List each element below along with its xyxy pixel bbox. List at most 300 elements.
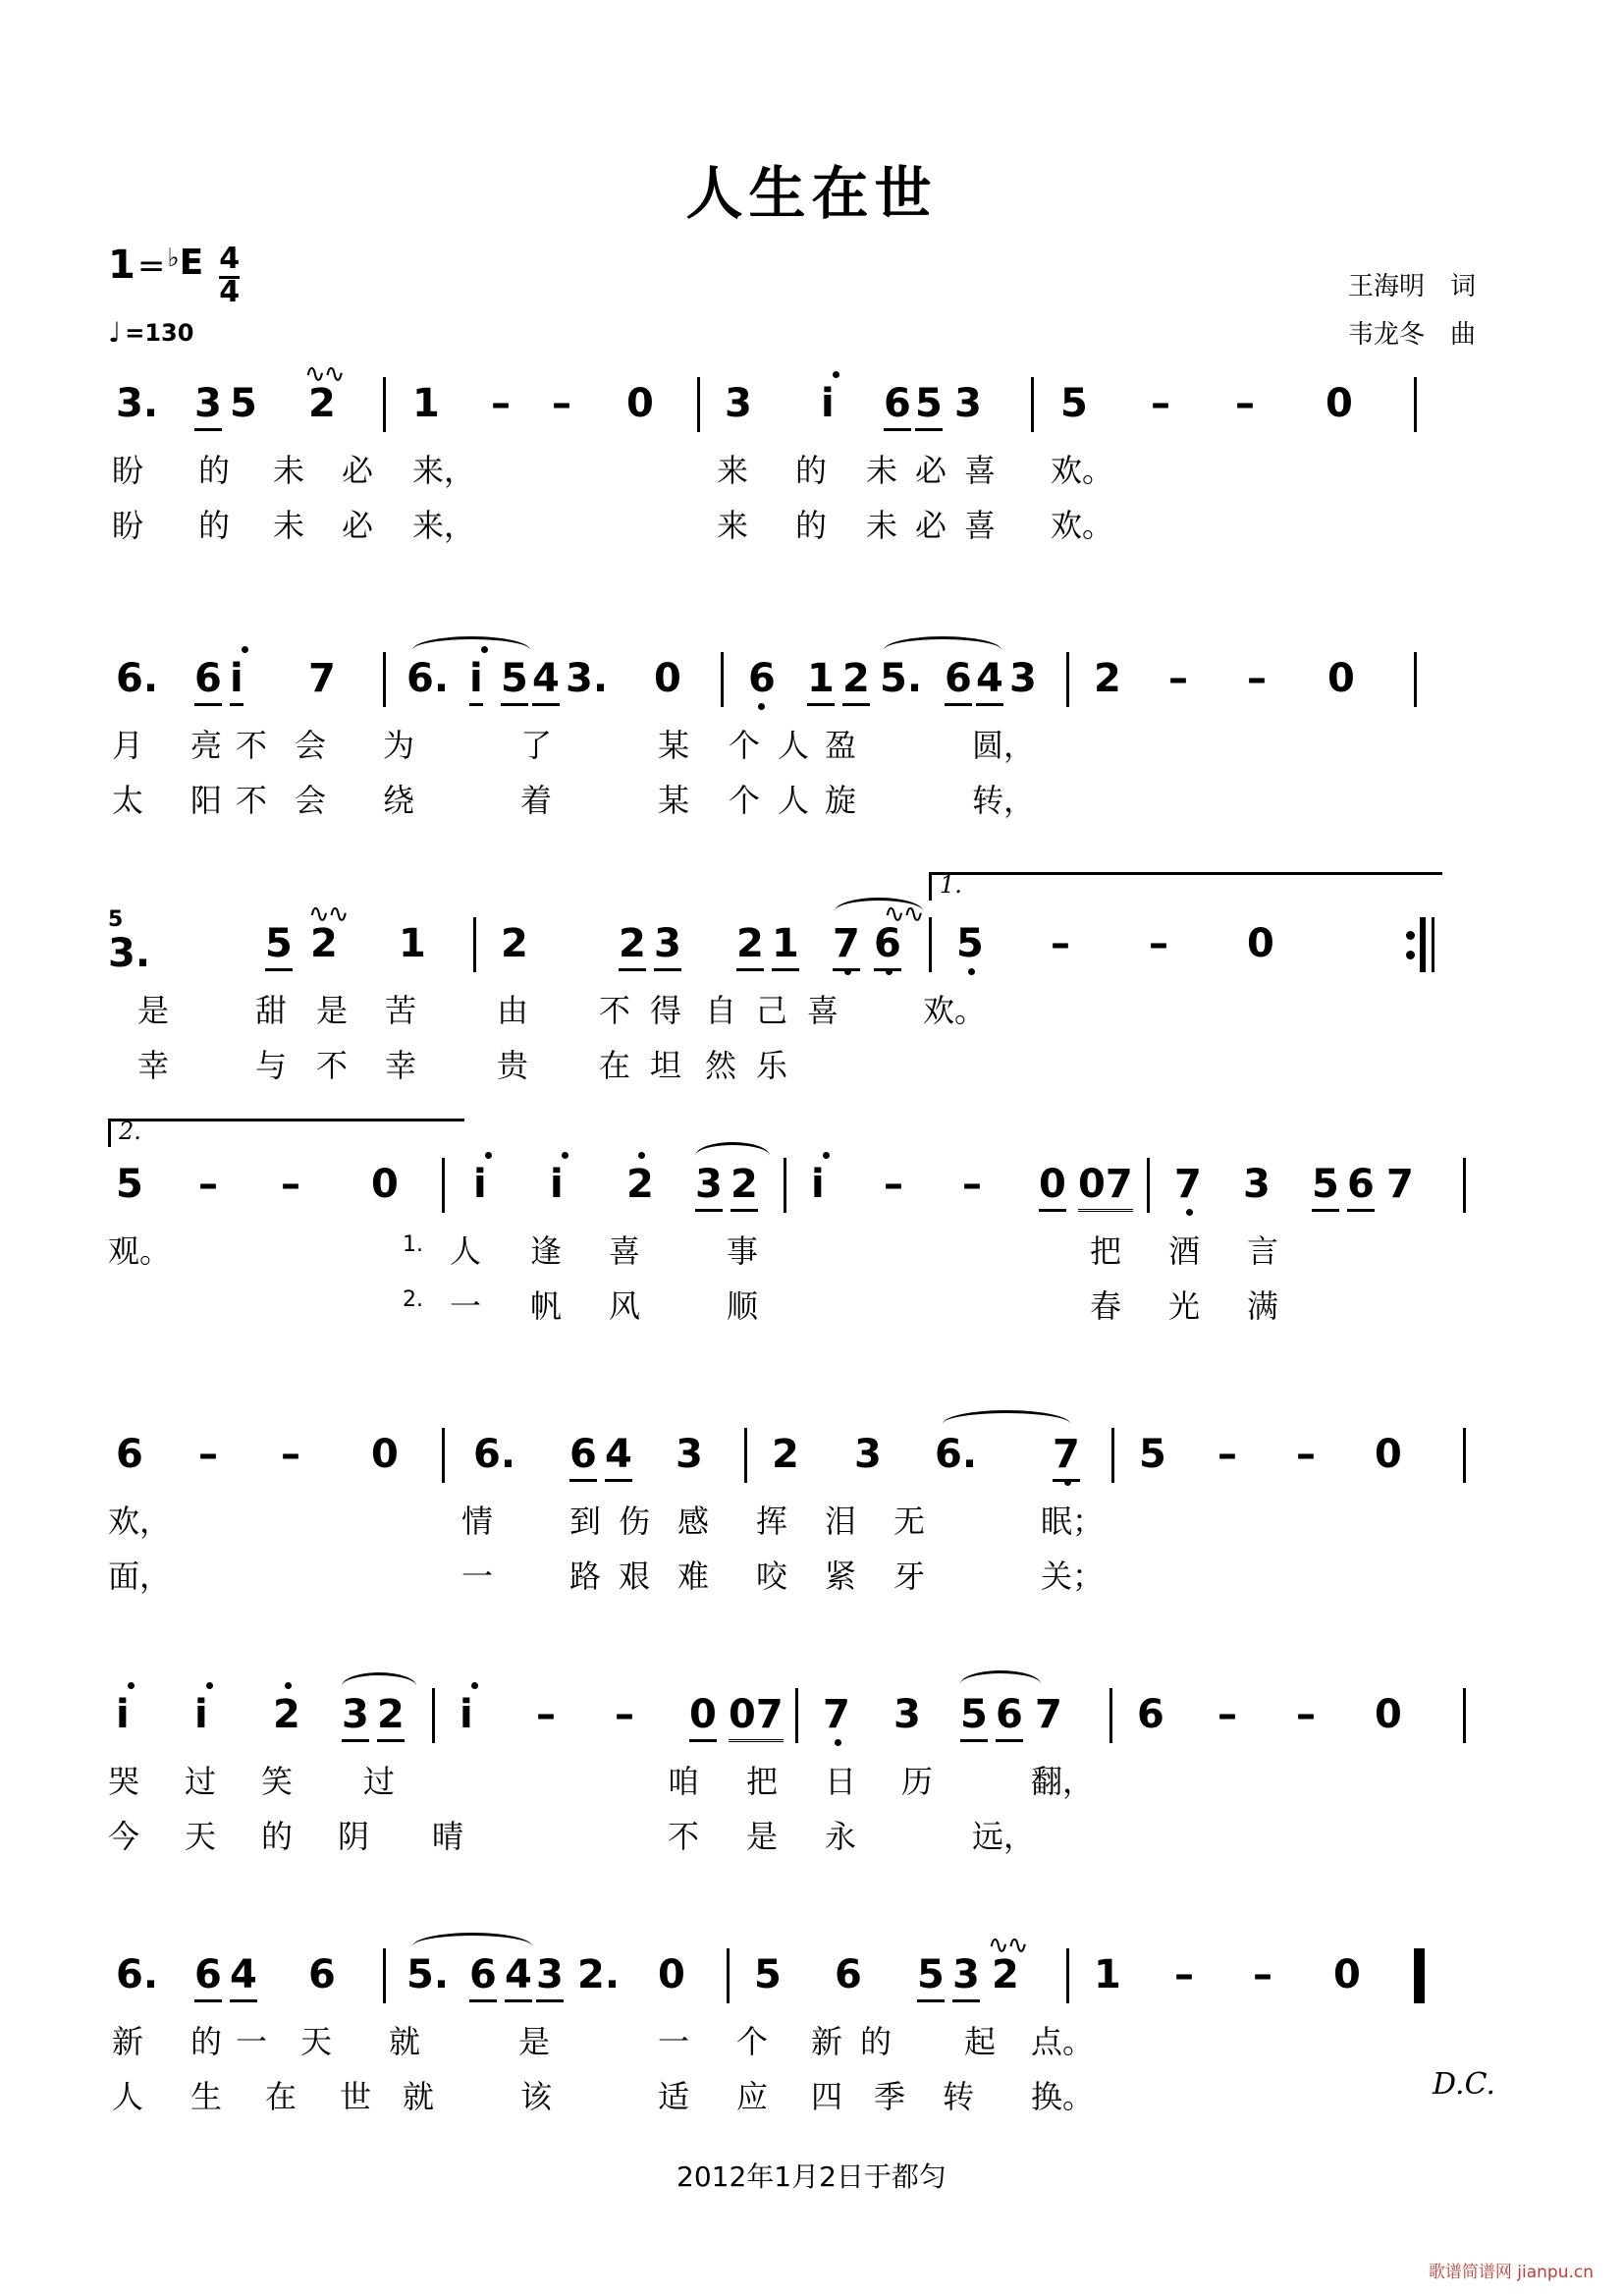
- note: –: [552, 381, 571, 426]
- lyric: 顺: [727, 1287, 759, 1325]
- lyric: 面，: [108, 1558, 172, 1595]
- lyric: 泪: [825, 1503, 857, 1540]
- lyric: 乐: [756, 1047, 788, 1084]
- lyric: 点。: [1031, 2023, 1095, 2060]
- note: 0: [1039, 1162, 1066, 1212]
- note: 6: [116, 1432, 143, 1477]
- note: 4: [230, 1952, 257, 2002]
- lyric: 来: [717, 507, 749, 544]
- octave-dot: [562, 1152, 568, 1159]
- note: 7: [1035, 1692, 1062, 1737]
- lyricist-role: 词: [1449, 272, 1476, 301]
- note: 2: [842, 656, 870, 706]
- barline: [1463, 1688, 1466, 1743]
- note: 1: [412, 381, 440, 426]
- barline: [473, 917, 476, 972]
- system-5: [0, 1424, 1623, 1607]
- note: 2: [626, 1162, 654, 1207]
- lyric: 不: [599, 992, 631, 1029]
- note: 0: [1327, 656, 1355, 701]
- lyric: 转，: [972, 782, 1036, 819]
- trill-icon: ∿∿: [308, 900, 348, 929]
- lyric: 一: [236, 2023, 268, 2060]
- note: 3.: [108, 931, 151, 976]
- lyric: 会: [295, 782, 327, 819]
- lyric: 在: [599, 1047, 631, 1084]
- octave-dot: [285, 1682, 292, 1689]
- note: 5: [915, 381, 943, 431]
- lyric: 喜: [609, 1232, 641, 1270]
- watermark: 歌谱简谱网 jianpu.cn: [1428, 2263, 1594, 2282]
- system-1-lyrics-2: [108, 501, 1515, 556]
- note: –: [198, 1432, 218, 1477]
- system-3: [0, 871, 1623, 1096]
- lyric: 人: [778, 727, 810, 764]
- note: i: [460, 1692, 473, 1737]
- lyric: 就: [403, 2078, 435, 2115]
- lyric: 眠；: [1041, 1503, 1105, 1540]
- time-signature: [219, 242, 241, 309]
- tie-icon: [884, 636, 1001, 655]
- lyric: 新: [811, 2023, 843, 2060]
- note: –: [1296, 1692, 1316, 1737]
- note: i: [550, 1162, 564, 1207]
- octave-dot: [823, 1152, 830, 1159]
- lyric: 是: [746, 1818, 779, 1855]
- lyric: 是: [518, 2023, 551, 2060]
- note: 5: [1060, 381, 1088, 426]
- note: 4: [976, 656, 1003, 706]
- lyric: 未: [273, 452, 305, 489]
- note: 0: [1325, 381, 1353, 426]
- lyric: 就: [389, 2023, 421, 2060]
- lyric: 观。: [108, 1232, 172, 1270]
- lyric: 的: [261, 1818, 294, 1855]
- lyric: 言: [1247, 1232, 1279, 1270]
- segno-label: 5: [108, 907, 124, 932]
- note: –: [1174, 1952, 1194, 1997]
- lyric: 己: [756, 992, 788, 1029]
- lyric: 是: [316, 992, 349, 1029]
- note: 6: [194, 656, 222, 706]
- octave-dot: [1186, 1209, 1193, 1216]
- lyric: 人: [450, 1232, 482, 1270]
- barline: [1463, 1428, 1466, 1483]
- note: –: [884, 1162, 903, 1207]
- lyric: 个: [729, 782, 761, 819]
- flat-icon: ♭: [167, 244, 180, 273]
- lyric: 阴: [338, 1818, 370, 1855]
- lyric: 情: [461, 1503, 494, 1540]
- lyric: 风: [609, 1287, 641, 1325]
- note: –: [1217, 1432, 1237, 1477]
- barline: [744, 1428, 747, 1483]
- note: 5: [265, 921, 293, 971]
- lyric: 换。: [1031, 2078, 1095, 2115]
- date-place: 2012年1月2日于都匀: [676, 2160, 947, 2193]
- system-7-lyrics-1: [108, 2017, 1515, 2072]
- octave-dot: [833, 371, 839, 378]
- note: 6: [308, 1952, 336, 1997]
- lyric: 的: [795, 452, 828, 489]
- lyric: 一: [658, 2023, 690, 2060]
- note: 3: [654, 921, 681, 971]
- barline: [784, 1158, 786, 1213]
- lyric: 必: [915, 507, 947, 544]
- lyric: 日: [825, 1763, 857, 1800]
- tie-icon: [960, 1670, 1041, 1689]
- lyric: 天: [300, 2023, 333, 2060]
- lyric: 盼: [112, 452, 144, 489]
- system-7-lyrics-2: [108, 2072, 1515, 2127]
- octave-dot: [128, 1682, 135, 1689]
- note: 6: [835, 1952, 862, 1997]
- system-6-lyrics-1: [108, 1757, 1515, 1812]
- lyric: 必: [342, 452, 374, 489]
- lyric: 光: [1168, 1287, 1201, 1325]
- lyric: 然: [705, 1047, 737, 1084]
- note: 2: [273, 1692, 300, 1737]
- lyric: 未: [866, 507, 898, 544]
- note: 6: [996, 1692, 1023, 1742]
- octave-dot: [835, 1739, 841, 1746]
- lyric: 永: [825, 1818, 857, 1855]
- note: –: [491, 381, 511, 426]
- note: –: [1247, 656, 1267, 701]
- barline: [1463, 1158, 1466, 1213]
- composer-name: 韦龙冬: [1347, 320, 1425, 351]
- barline: [1414, 377, 1417, 432]
- note: 6: [469, 1952, 497, 2002]
- note: –: [536, 1692, 556, 1737]
- lyric: 酒: [1168, 1232, 1201, 1270]
- note: 6.: [116, 1952, 159, 1997]
- system-6-notes: [108, 1684, 1515, 1757]
- volta-label: 1.: [940, 871, 962, 899]
- system-1: [0, 359, 1623, 556]
- note: 4: [505, 1952, 532, 2002]
- note: 1: [399, 921, 426, 966]
- lyric: 艰: [619, 1558, 651, 1595]
- note: i: [811, 1162, 825, 1207]
- lyric: 欢。: [923, 992, 987, 1029]
- system-7: [0, 1931, 1623, 2127]
- final-barline: [1414, 1948, 1425, 2003]
- lyric: 着: [520, 782, 553, 819]
- lyric: 天: [185, 1818, 217, 1855]
- lyric: 某: [658, 727, 690, 764]
- quarter-note-icon: ♩: [108, 316, 122, 349]
- credits: [1348, 263, 1476, 360]
- verse-number: 1.: [403, 1232, 423, 1257]
- lyric: 的: [198, 452, 231, 489]
- lyric: 必: [342, 507, 374, 544]
- system-5-lyrics-1: [108, 1497, 1515, 1552]
- note: 0: [689, 1692, 717, 1742]
- note: 0: [626, 381, 654, 426]
- system-1-notes: [108, 359, 1515, 446]
- system-4-lyrics-2: [108, 1282, 1515, 1337]
- note: 3.: [566, 656, 609, 701]
- barline: [1414, 652, 1417, 707]
- note: 0: [371, 1432, 399, 1477]
- lyric: 晴: [432, 1818, 464, 1855]
- lyric: 未: [273, 507, 305, 544]
- lyric: 来，: [412, 452, 476, 489]
- note: 5.: [880, 656, 923, 701]
- system-7-notes: [108, 1931, 1515, 2017]
- note: 0: [371, 1162, 399, 1207]
- note: i: [821, 381, 835, 426]
- octave-dot: [471, 1682, 478, 1689]
- key-equals: =: [136, 246, 166, 286]
- lyric: 苦: [385, 992, 417, 1029]
- lyric: 生: [190, 2078, 223, 2115]
- system-3-notes: [108, 871, 1515, 986]
- lyric: 紧: [825, 1558, 857, 1595]
- system-2-lyrics-1: [108, 721, 1515, 776]
- note: 2.: [577, 1952, 621, 1997]
- lyric: 喜: [807, 992, 839, 1029]
- barline: [442, 1428, 445, 1483]
- lyric: 与: [255, 1047, 288, 1084]
- octave-dot: [1064, 1479, 1071, 1486]
- lyric: 到: [569, 1503, 602, 1540]
- lyric: 把: [1090, 1232, 1122, 1270]
- lyric: 坦: [650, 1047, 682, 1084]
- note: i: [116, 1692, 130, 1737]
- volta-label: 2.: [119, 1118, 141, 1145]
- system-2-notes: [108, 648, 1515, 721]
- lyric: 喜: [964, 452, 997, 489]
- lyric: 未: [866, 452, 898, 489]
- volta-bracket-2: [108, 1119, 464, 1147]
- note: 07: [1078, 1162, 1133, 1212]
- segno-icon: [108, 907, 123, 932]
- note: 7: [308, 656, 336, 701]
- system-2: [0, 648, 1623, 831]
- lyric: 关；: [1041, 1558, 1105, 1595]
- lyric: 阳: [190, 782, 223, 819]
- barline: [1066, 652, 1069, 707]
- lyric: 是: [137, 992, 170, 1029]
- barline: [721, 652, 724, 707]
- note: 0: [654, 656, 681, 701]
- lyric: 甜: [255, 992, 288, 1029]
- lyric: 转: [943, 2078, 975, 2115]
- note: 2: [736, 921, 764, 971]
- note: i: [469, 656, 483, 706]
- note: 7: [1053, 1432, 1080, 1482]
- lyric: 历: [901, 1763, 934, 1800]
- lyric: 旋: [825, 782, 857, 819]
- system-4: [0, 1118, 1623, 1337]
- lyric: 亮: [190, 727, 223, 764]
- note: 5: [501, 656, 528, 706]
- lyric: 的: [190, 2023, 223, 2060]
- lyric: 月: [112, 727, 144, 764]
- note: –: [198, 1162, 218, 1207]
- lyric: 会: [295, 727, 327, 764]
- lyric: 该: [520, 2078, 553, 2115]
- verse-number: 2.: [403, 1287, 423, 1312]
- barline: [727, 1948, 730, 2003]
- lyric: 过: [185, 1763, 217, 1800]
- time-signature-bottom: 4: [219, 274, 241, 309]
- octave-dot: [844, 968, 851, 975]
- system-3-lyrics-1: [108, 986, 1515, 1041]
- note: 5: [754, 1952, 782, 1997]
- barline: [795, 1688, 798, 1743]
- note: 6.: [116, 656, 159, 701]
- note: –: [1149, 921, 1168, 966]
- note: 3: [954, 381, 982, 426]
- barline: [383, 652, 386, 707]
- note: 6.: [473, 1432, 516, 1477]
- composer-role: 曲: [1449, 320, 1476, 351]
- tie-icon: [342, 1672, 416, 1691]
- tie-icon: [412, 1933, 532, 1951]
- tie-icon: [943, 1410, 1070, 1429]
- lyric: 牙: [893, 1558, 926, 1595]
- note: 2: [377, 1692, 405, 1742]
- lyric: 春: [1090, 1287, 1122, 1325]
- lyric: 路: [569, 1558, 602, 1595]
- system-3-lyrics-2: [108, 1041, 1515, 1096]
- lyric: 翻，: [1031, 1763, 1095, 1800]
- octave-dot: [886, 968, 893, 975]
- lyric: 不: [236, 727, 268, 764]
- volta-bracket-1: [929, 872, 1442, 901]
- note: 3.: [116, 381, 159, 426]
- note: 7: [1174, 1162, 1202, 1207]
- note: 6.: [406, 656, 450, 701]
- note: 6: [194, 1952, 222, 2002]
- tie-icon: [412, 636, 530, 655]
- trill-icon: ∿∿: [988, 1931, 1027, 1960]
- system-4-notes: [108, 1118, 1515, 1227]
- lyric: 来: [717, 452, 749, 489]
- system-1-lyrics-1: [108, 446, 1515, 501]
- note: –: [1168, 656, 1188, 701]
- note: 3: [695, 1162, 723, 1212]
- note: 3: [854, 1432, 882, 1477]
- note: 3: [676, 1432, 703, 1477]
- lyric: 不: [316, 1047, 349, 1084]
- lyric: 自: [705, 992, 737, 1029]
- lyric: 伤: [619, 1503, 651, 1540]
- note: –: [1051, 921, 1070, 966]
- note: i: [194, 1692, 208, 1737]
- note: 3: [725, 381, 752, 426]
- octave-dot: [481, 646, 488, 653]
- time-signature-top: 4: [219, 242, 241, 276]
- note: 6: [1137, 1692, 1164, 1737]
- lyric: 欢，: [108, 1503, 172, 1540]
- note: 3: [536, 1952, 564, 2002]
- barline: [442, 1158, 445, 1213]
- lyric: 盈: [825, 727, 857, 764]
- lyric: 的: [198, 507, 231, 544]
- system-4-lyrics-1: [108, 1227, 1515, 1282]
- lyric: 人: [112, 2078, 144, 2115]
- lyric: 四: [811, 2078, 843, 2115]
- barline: [697, 377, 700, 432]
- lyric: 挥: [756, 1503, 788, 1540]
- note: 2: [501, 921, 528, 966]
- system-5-lyrics-2: [108, 1552, 1515, 1607]
- lyric: 不: [236, 782, 268, 819]
- lyric: 得: [650, 992, 682, 1029]
- note: i: [230, 656, 243, 706]
- note: 07: [729, 1692, 784, 1742]
- note: i: [473, 1162, 487, 1207]
- lyric: 幸: [385, 1047, 417, 1084]
- lyric: 贵: [497, 1047, 529, 1084]
- lyric: 感: [677, 1503, 710, 1540]
- lyric: 的: [795, 507, 828, 544]
- lyric: 欢。: [1051, 452, 1114, 489]
- lyric: 圆，: [972, 727, 1036, 764]
- note: –: [1296, 1432, 1316, 1477]
- key-number: 1: [108, 243, 135, 288]
- lyric: 咱: [668, 1763, 700, 1800]
- system-5-notes: [108, 1424, 1515, 1497]
- lyric: 哭: [108, 1763, 140, 1800]
- lyric: 把: [746, 1763, 779, 1800]
- lyric: 新: [112, 2023, 144, 2060]
- note: 6: [748, 656, 776, 701]
- note: 6: [874, 921, 901, 971]
- note: 6: [1347, 1162, 1375, 1212]
- lyric: 盼: [112, 507, 144, 544]
- lyric: 季: [874, 2078, 906, 2115]
- lyric: 过: [363, 1763, 396, 1800]
- octave-dot: [206, 1682, 213, 1689]
- lyric: 的: [860, 2023, 893, 2060]
- note: –: [1217, 1692, 1237, 1737]
- note: 6.: [935, 1432, 978, 1477]
- note: –: [281, 1432, 300, 1477]
- octave-dot: [638, 1152, 645, 1159]
- lyric: 逢: [530, 1232, 563, 1270]
- note: 1: [772, 921, 799, 971]
- note: 6: [945, 656, 972, 706]
- note: 5: [1139, 1432, 1166, 1477]
- note: 7: [823, 1692, 850, 1737]
- note: 3: [893, 1692, 921, 1737]
- lyric: 难: [677, 1558, 710, 1595]
- note: 1: [1094, 1952, 1121, 1997]
- note: –: [1235, 381, 1255, 426]
- barline: [1147, 1158, 1150, 1213]
- barline: [383, 377, 386, 432]
- note: 7: [1386, 1162, 1414, 1207]
- note: –: [615, 1692, 634, 1737]
- note: –: [1151, 381, 1170, 426]
- lyric: 来，: [412, 507, 476, 544]
- trill-icon: ∿∿: [884, 900, 923, 929]
- lyric: 为: [383, 727, 415, 764]
- lyricist-name: 王海明: [1347, 272, 1425, 301]
- lyric: 今: [108, 1818, 140, 1855]
- trill-icon: ∿∿: [304, 359, 344, 389]
- octave-dot: [968, 968, 975, 975]
- note: 2: [308, 381, 336, 426]
- note: 4: [605, 1432, 632, 1482]
- note: 2: [619, 921, 646, 971]
- lyric: 适: [658, 2078, 690, 2115]
